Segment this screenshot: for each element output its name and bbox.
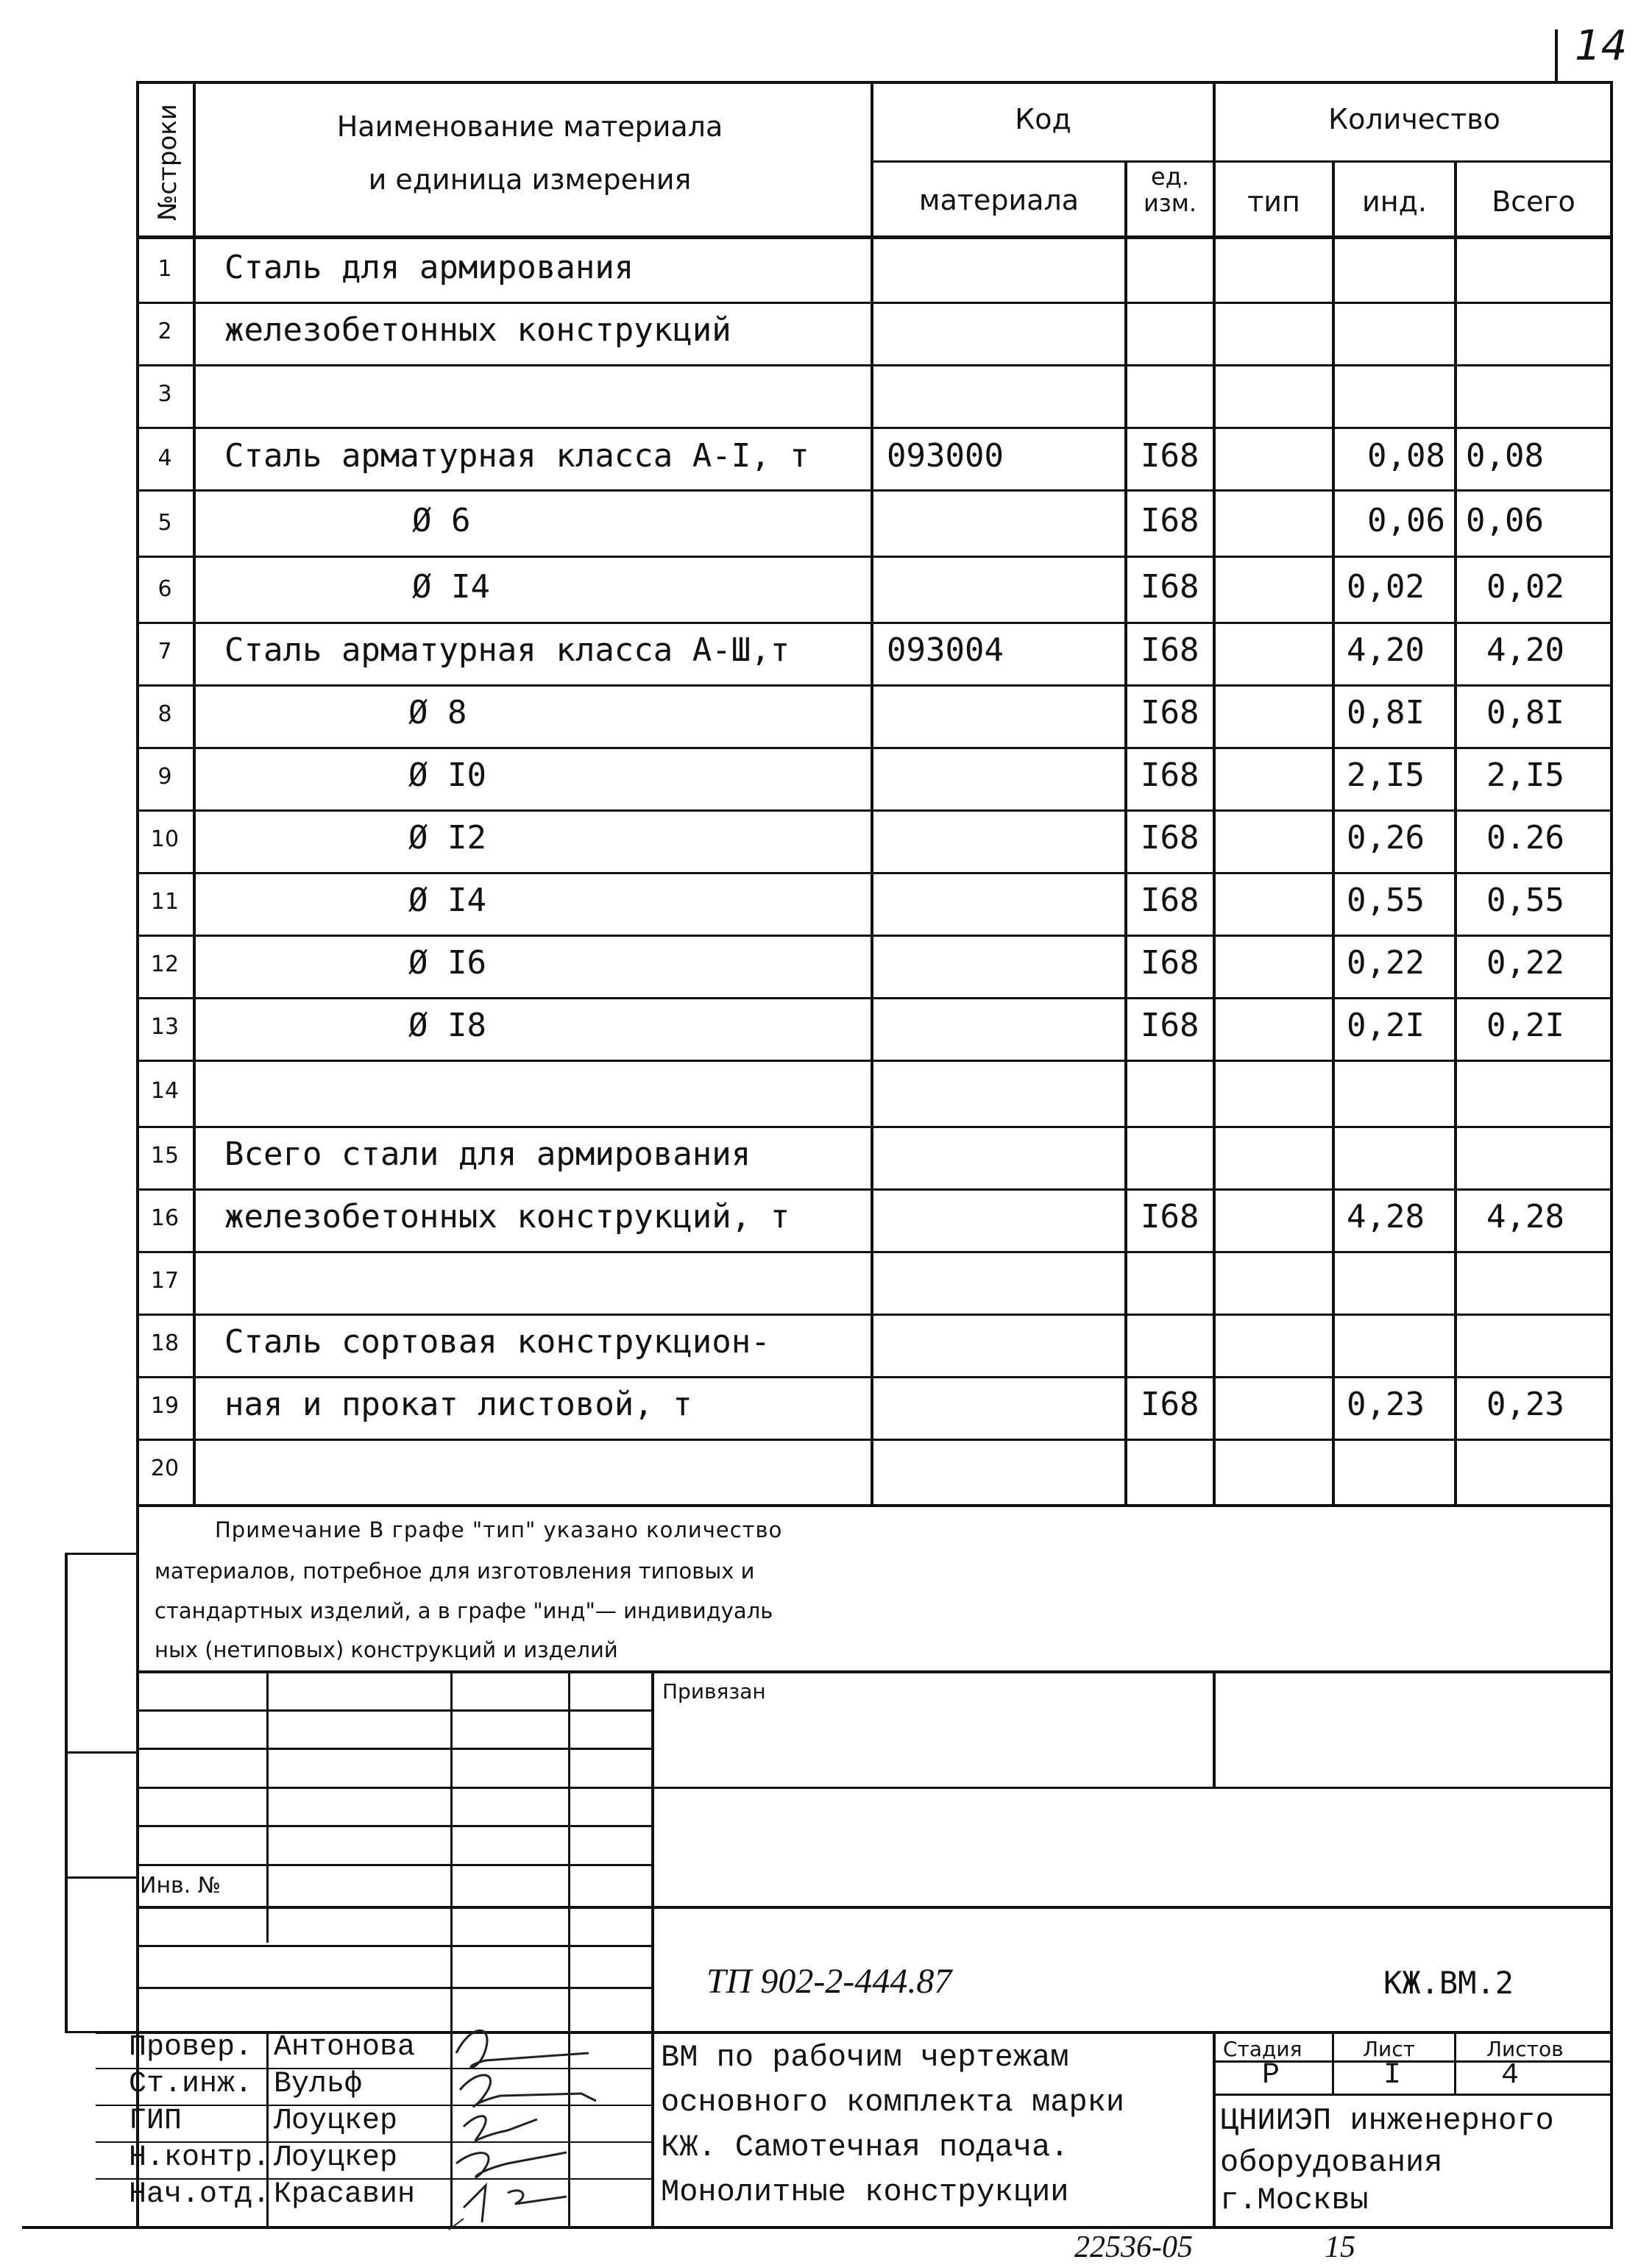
header-qty-total: Всего [1492,185,1575,218]
description-line: КЖ. Самотечная подача. [661,2130,1069,2165]
qty-ind: 0,23 [1347,1386,1425,1423]
handwritten-signatures [442,2009,633,2244]
description-line: основного комплекта марки [661,2085,1125,2120]
qty-ind: 0,8I [1347,694,1425,731]
signature-role: Ст.инж. [129,2068,253,2101]
qty-total: 0,08 [1466,437,1544,475]
description-line: Монолитные конструкции [661,2174,1069,2210]
material-name: ная и прокат листовой, т [224,1386,692,1423]
note-line: Примечание В графе "тип" указано количество [215,1517,783,1542]
signature-name: Антонова [274,2031,416,2064]
qty-total: 4,28 [1486,1198,1564,1236]
qty-total: 0,02 [1486,568,1564,606]
qty-total: 0,06 [1466,502,1544,539]
material-name: Ø 6 [412,502,471,539]
row-number: 8 [157,701,172,727]
header-name-line2: и единица измерения [368,163,692,196]
sheets-value: 4 [1501,2059,1520,2092]
organization-line: г.Москвы [1220,2183,1369,2218]
header-code: Код [1015,103,1071,135]
unit-code: I68 [1141,819,1199,857]
note-line: стандартных изделий, а в графе "инд"— индивидуаль [155,1598,773,1623]
header-code-material: материала [918,184,1080,216]
signature-role: Н.контр. [129,2141,271,2174]
row-number: 12 [150,951,180,977]
note-line: материалов, потребное для изготовления типовых и [155,1559,755,1584]
sheet-mark: КЖ.ВМ.2 [1383,1965,1514,2001]
row-number: 4 [157,445,172,471]
qty-total: 0,22 [1486,944,1564,982]
material-name: Ø I4 [412,568,490,606]
unit-code: I68 [1141,882,1199,919]
sheet-label: Лист [1363,2037,1415,2061]
row-number: 3 [157,381,172,407]
row-number: 13 [150,1014,180,1040]
header-name-line1: Наименование материала [336,110,723,143]
material-name: Ø I4 [408,882,486,919]
row-number: 14 [150,1078,180,1104]
bound-label: Привязан [662,1679,766,1704]
qty-ind: 0,08 [1367,437,1445,475]
qty-ind: 0,55 [1347,882,1425,919]
signature-name: Лоуцкер [274,2141,398,2174]
signature-role: Провер. [129,2031,253,2064]
material-code: 093000 [887,437,1004,475]
row-number: 6 [157,576,172,602]
header-quantity: Количество [1328,103,1500,135]
archive-number: 22536-05 [1074,2230,1193,2264]
unit-code: I68 [1141,437,1199,475]
header-code-unit: ед. изм. [1143,163,1197,217]
row-number: 18 [150,1330,180,1356]
row-number: 7 [157,639,172,664]
row-number: 5 [157,510,172,536]
note-line: ных (нетиповых) конструкций и изделий [155,1637,618,1662]
qty-ind: 0,2I [1347,1007,1425,1044]
row-number: 9 [157,764,172,790]
stage-label: Стадия [1223,2037,1302,2061]
qty-ind: 4,20 [1347,631,1425,669]
signature-name: Красавин [274,2178,416,2211]
material-code: 093004 [887,631,1004,669]
sheets-label: Листов [1486,2037,1564,2061]
inventory-label: Инв. № [140,1873,221,1899]
qty-total: 0,8I [1486,694,1564,731]
material-name: Сталь арматурная класса А-I, т [224,437,809,475]
unit-code: I68 [1141,502,1199,539]
material-name: Всего стали для армирования [224,1135,751,1173]
row-number: 19 [150,1393,180,1419]
footer-page: 15 [1325,2230,1355,2264]
unit-code: I68 [1141,1198,1199,1236]
row-number: 2 [157,319,172,344]
qty-ind: 0,02 [1347,568,1425,606]
unit-code: I68 [1141,756,1199,794]
qty-ind: 4,28 [1347,1198,1425,1236]
row-number: 11 [150,889,180,915]
unit-code: I68 [1141,568,1199,606]
qty-total: 4,20 [1486,631,1564,669]
page-number: 14 [1575,22,1628,70]
stage-value: Р [1262,2059,1280,2092]
row-number: 10 [150,826,180,852]
qty-ind: 0,26 [1347,819,1425,857]
signature-name: Вульф [274,2068,363,2101]
material-name: Ø I6 [408,944,486,982]
material-name: Ø 8 [408,694,467,731]
signature-role: Нач.отд. [129,2178,271,2211]
unit-code: I68 [1141,944,1199,982]
organization-line: оборудования [1220,2145,1443,2180]
header-qty-ind: инд. [1362,185,1427,218]
qty-total: 0,55 [1486,882,1564,919]
unit-code: I68 [1141,1386,1199,1423]
sheet-value: I [1383,2059,1402,2092]
material-name: Сталь арматурная класса А-Ш,т [224,631,790,669]
description-line: ВМ по рабочим чертежам [661,2040,1069,2075]
row-number: 20 [150,1456,180,1481]
row-number: 1 [157,256,172,282]
material-name: Ø I2 [408,819,486,857]
signature-name: Лоуцкер [274,2105,398,2138]
row-number: 16 [150,1205,180,1231]
row-number: 17 [150,1268,180,1294]
qty-ind: 2,I5 [1347,756,1425,794]
qty-total: 2,I5 [1486,756,1564,794]
unit-code: I68 [1141,694,1199,731]
qty-ind: 0,06 [1367,502,1445,539]
qty-total: 0,23 [1486,1386,1564,1423]
qty-total: 0.26 [1486,819,1564,857]
material-name: Сталь сортовая конструкцион- [224,1323,770,1361]
qty-total: 0,2I [1486,1007,1564,1044]
unit-code: I68 [1141,1007,1199,1044]
material-name: Ø I0 [408,756,486,794]
header-row-number: №строки [153,104,182,221]
material-name: Сталь для армирования [224,249,634,286]
material-name: железобетонных конструкций, т [224,1198,790,1236]
organization-line: ЦНИИЭП инженерного [1220,2103,1554,2138]
header-qty-type: тип [1247,185,1300,218]
unit-code: I68 [1141,631,1199,669]
signature-role: ГИП [129,2105,182,2138]
project-code: ТП 902-2-444.87 [706,1962,952,2001]
row-number: 15 [150,1143,180,1169]
material-name: железобетонных конструкций [224,311,731,349]
material-name: Ø I8 [408,1007,486,1044]
qty-ind: 0,22 [1347,944,1425,982]
